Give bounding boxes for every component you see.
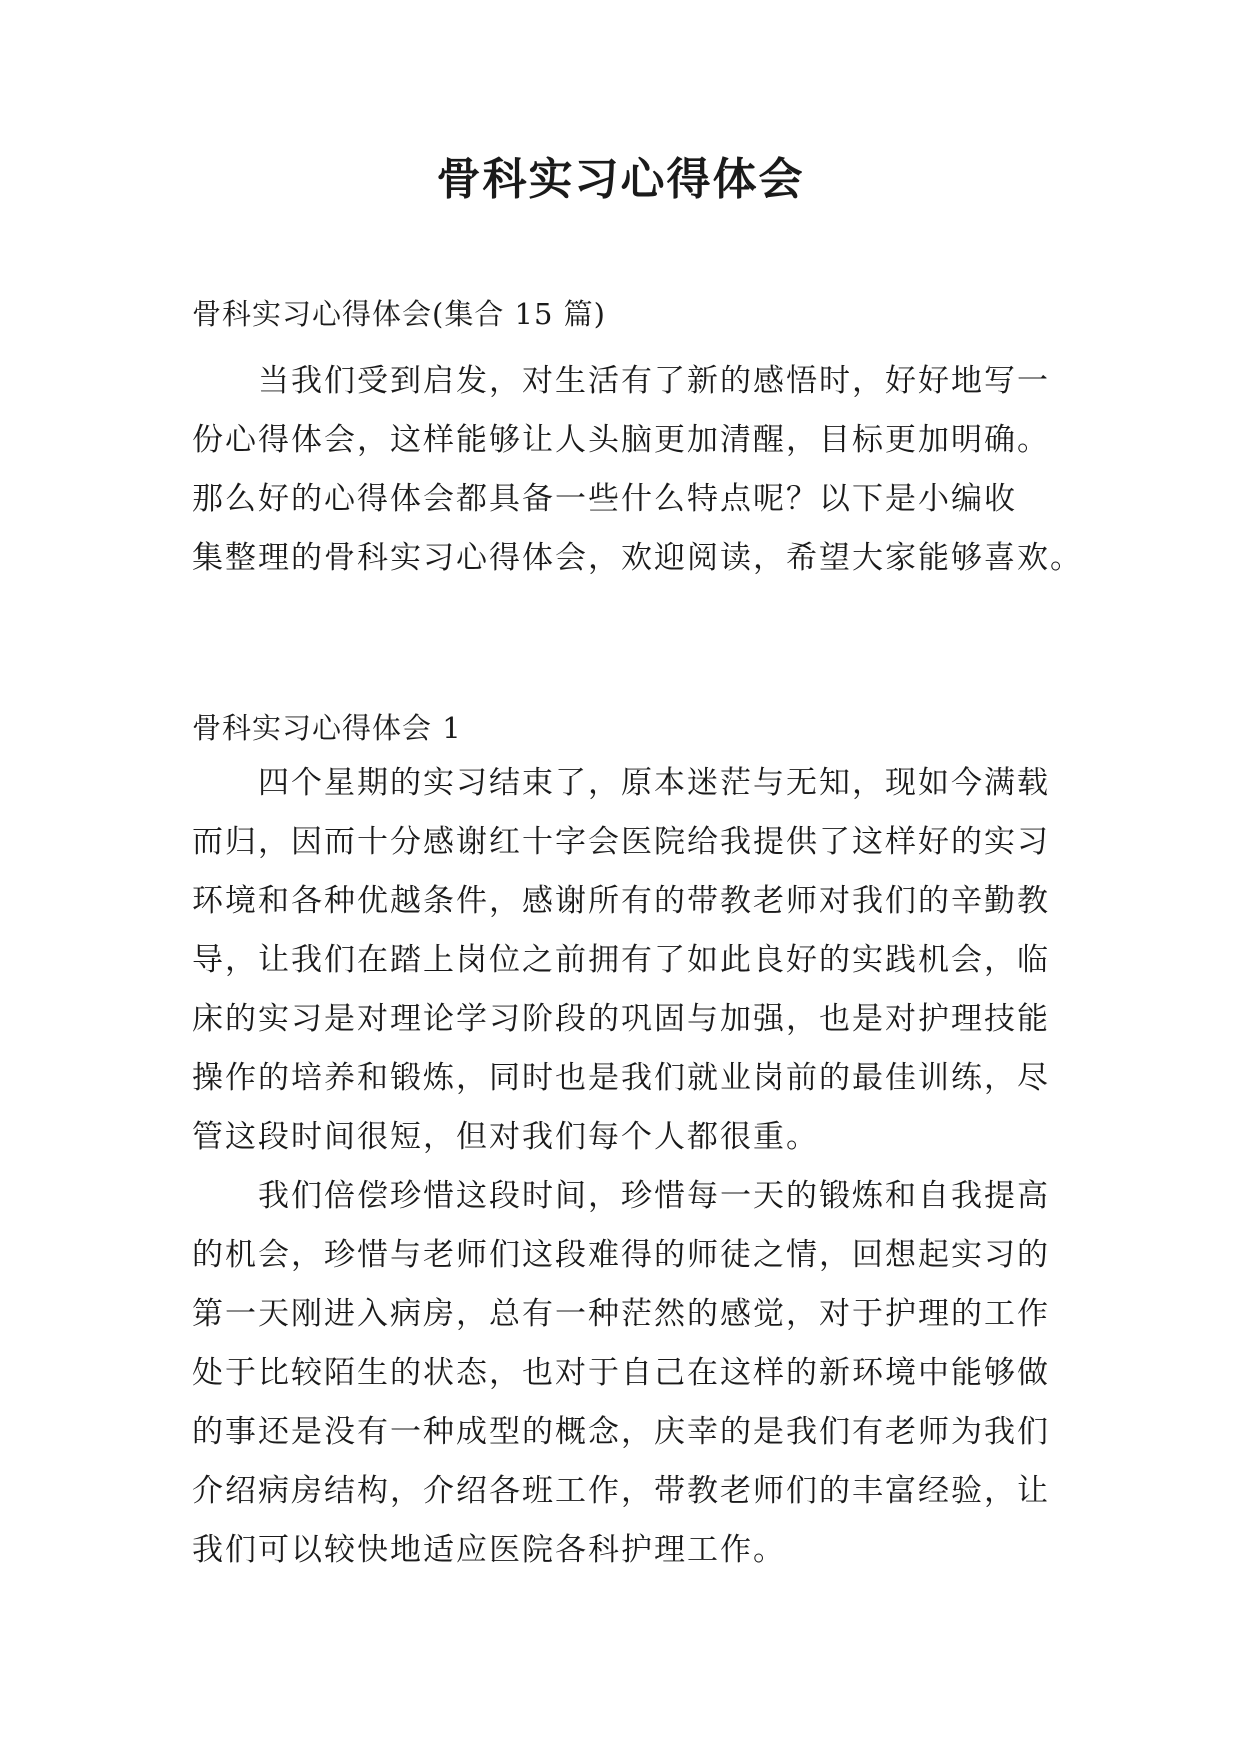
paragraph-line: 我们倍偿珍惜这段时间，珍惜每一天的锻炼和自我提高 [258, 1178, 1050, 1214]
paragraph-line: 操作的培养和锻炼，同时也是我们就业岗前的最佳训练，尽 [192, 1060, 1050, 1096]
paragraph-line: 第一天刚进入病房，总有一种茫然的感觉，对于护理的工作 [192, 1296, 1050, 1332]
section1-paragraph-1 [192, 754, 1072, 1167]
paragraph-line: 导，让我们在踏上岗位之前拥有了如此良好的实践机会，临 [192, 942, 1050, 978]
paragraph-line: 的机会，珍惜与老师们这段难得的师徒之情，回想起实习的 [192, 1237, 1050, 1273]
paragraph-line: 介绍病房结构，介绍各班工作，带教老师们的丰富经验，让 [192, 1473, 1050, 1509]
document-subtitle: 骨科实习心得体会(集合 15 篇) [192, 297, 606, 331]
paragraph-line: 集整理的骨科实习心得体会，欢迎阅读，希望大家能够喜欢。 [192, 540, 1083, 576]
paragraph-line: 那么好的心得体会都具备一些什么特点呢？以下是小编收 [192, 481, 1017, 517]
paragraph-line: 当我们受到启发，对生活有了新的感悟时，好好地写一 [258, 363, 1050, 399]
paragraph-line: 床的实习是对理论学习阶段的巩固与加强，也是对护理技能 [192, 1001, 1050, 1037]
paragraph-line: 四个星期的实习结束了，原本迷茫与无知，现如今满载 [258, 765, 1050, 801]
intro-paragraph [192, 352, 1083, 588]
paragraph-line: 而归，因而十分感谢红十字会医院给我提供了这样好的实习 [192, 824, 1050, 860]
paragraph-line: 的事还是没有一种成型的概念，庆幸的是我们有老师为我们 [192, 1414, 1050, 1450]
paragraph-line: 处于比较陌生的状态，也对于自己在这样的新环境中能够做 [192, 1355, 1050, 1391]
document-title: 骨科实习心得体会 [436, 154, 805, 205]
section-heading: 骨科实习心得体会 1 [192, 711, 462, 745]
section1-paragraph-2 [192, 1167, 1072, 1580]
paragraph-line: 我们可以较快地适应医院各科护理工作。 [192, 1532, 786, 1568]
paragraph-line: 环境和各种优越条件，感谢所有的带教老师对我们的辛勤教 [192, 883, 1050, 919]
paragraph-line: 份心得体会，这样能够让人头脑更加清醒，目标更加明确。 [192, 422, 1050, 458]
paragraph-line: 管这段时间很短，但对我们每个人都很重。 [192, 1119, 819, 1155]
